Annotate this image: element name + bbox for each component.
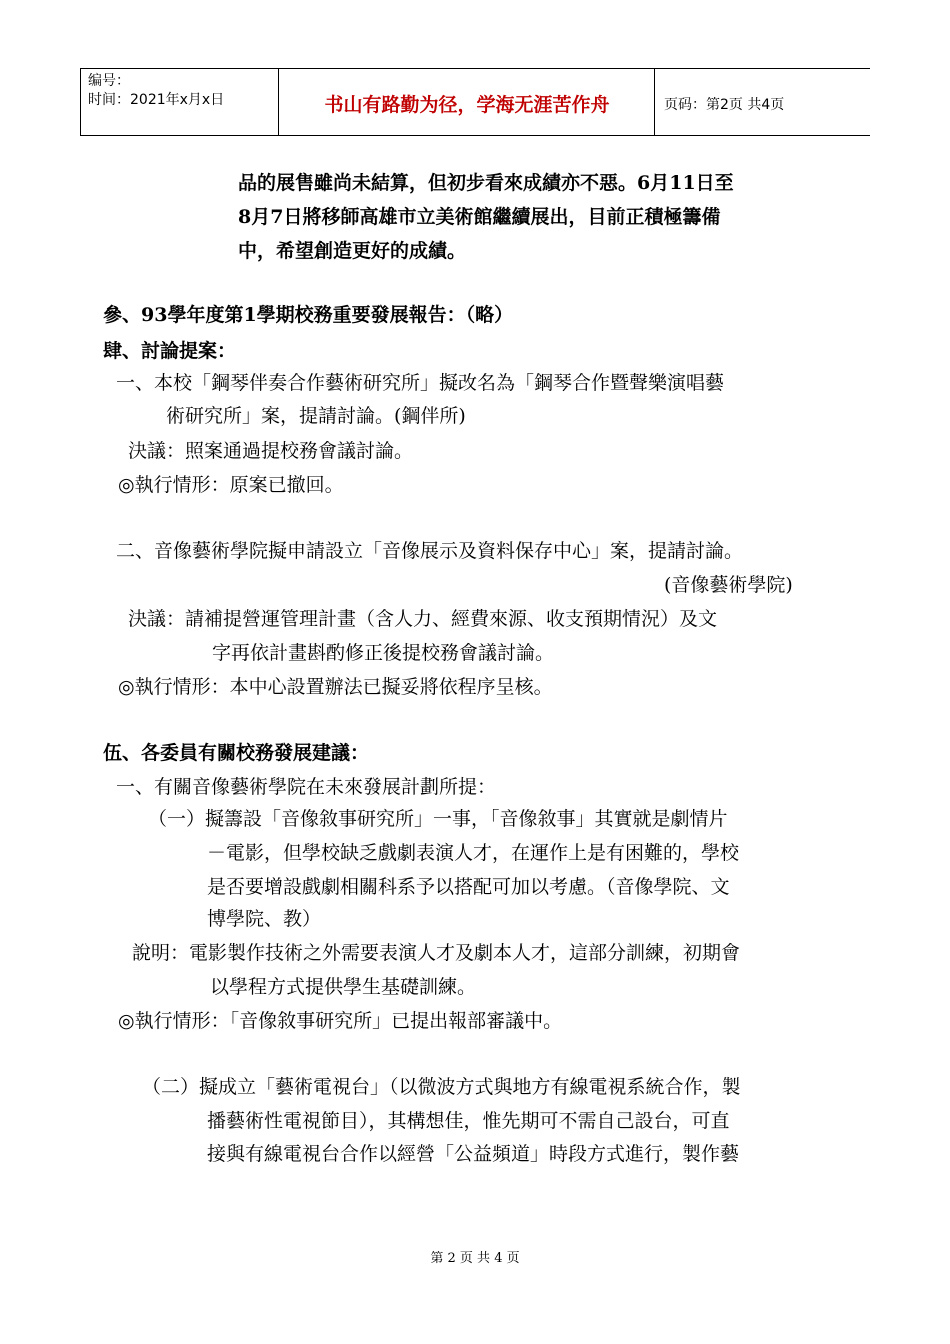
proposal-1-title-cont: 術研究所」案，提請討論。(鋼伴所)	[166, 405, 466, 427]
header-divider-1	[278, 68, 279, 135]
text-line: 8月7日將移師高雄市立美術館繼續展出，目前正積極籌備	[238, 206, 721, 228]
header-divider-2	[654, 68, 655, 135]
section-heading-3: 參、93學年度第1學期校務重要發展報告：（略）	[103, 304, 514, 326]
proposal-2-proposer: (音像藝術學院)	[664, 574, 793, 596]
header-top-border	[80, 68, 870, 69]
suggestion-1-item-2-cont: 接與有線電視台合作以經營「公益頻道」時段方式進行，製作藝	[207, 1143, 740, 1165]
suggestion-1-status: ◎執行情形：「音像敘事研究所」已提出報部審議中。	[118, 1010, 563, 1032]
suggestion-1-explanation-cont: 以學程方式提供學生基礎訓練。	[210, 976, 477, 998]
suggestion-1-explanation: 說明：電影製作技術之外需要表演人才及劇本人才，這部分訓練，初期會	[132, 942, 741, 964]
suggestion-1-item-2: （二）擬成立「藝術電視台」（以微波方式與地方有線電視系統合作，製	[142, 1076, 741, 1098]
suggestion-1-item-1-cont: －電影，但學校缺乏戲劇表演人才，在運作上是有困難的，學校	[207, 842, 740, 864]
header-page-info: 页码：第2页 共4页	[664, 97, 785, 113]
section-heading-5: 伍、各委員有關校務發展建議：	[103, 742, 370, 764]
proposal-1-status: ◎執行情形：原案已撤回。	[118, 474, 344, 496]
proposal-2-resolution-cont: 字再依計畫斟酌修正後提校務會議討論。	[212, 642, 555, 664]
header-motto: 书山有路勤为径，学海无涯苦作舟	[324, 94, 610, 116]
proposal-2-title: 二、音像藝術學院擬申請設立「音像展示及資料保存中心」案，提請討論。	[116, 540, 744, 562]
suggestion-1-item-2-cont: 播藝術性電視節目），其構想佳，惟先期可不需自己設台，可直	[207, 1110, 730, 1132]
proposal-1-resolution: 決議：照案通過提校務會議討論。	[128, 440, 414, 462]
header-left-cell	[88, 72, 224, 110]
proposal-2-status: ◎執行情形：本中心設置辦法已擬妥將依程序呈核。	[118, 676, 553, 698]
page-footer: 第 2 页 共 4 页	[430, 1251, 520, 1266]
doc-number-label: 编号：	[88, 73, 130, 89]
text-line: 品的展售雖尚未結算，但初步看來成績亦不惡。6月11日至	[238, 172, 734, 194]
text-line: 中，希望創造更好的成績。	[238, 240, 467, 262]
suggestion-1-title: 一、有關音像藝術學院在未來發展計劃所提：	[116, 776, 497, 798]
section-heading-4: 肆、討論提案：	[103, 340, 237, 362]
header-left-border	[80, 68, 81, 135]
suggestion-1-item-1-cont: 博學院、教）	[207, 908, 322, 930]
proposal-1-title: 一、本校「鋼琴伴奏合作藝術研究所」擬改名為「鋼琴合作暨聲樂演唱藝	[116, 372, 725, 394]
suggestion-1-item-1-cont: 是否要增設戲劇相關科系予以搭配可加以考慮。（音像學院、文	[207, 876, 730, 898]
doc-time-label: 时间：2021年x月x日	[88, 92, 225, 108]
proposal-2-resolution: 決議：請補提營運管理計畫（含人力、經費來源、收支預期情況）及文	[128, 608, 718, 630]
header-bottom-border	[80, 135, 870, 136]
suggestion-1-item-1: （一）擬籌設「音像敘事研究所」一事，「音像敘事」其實就是劇情片	[148, 808, 728, 830]
